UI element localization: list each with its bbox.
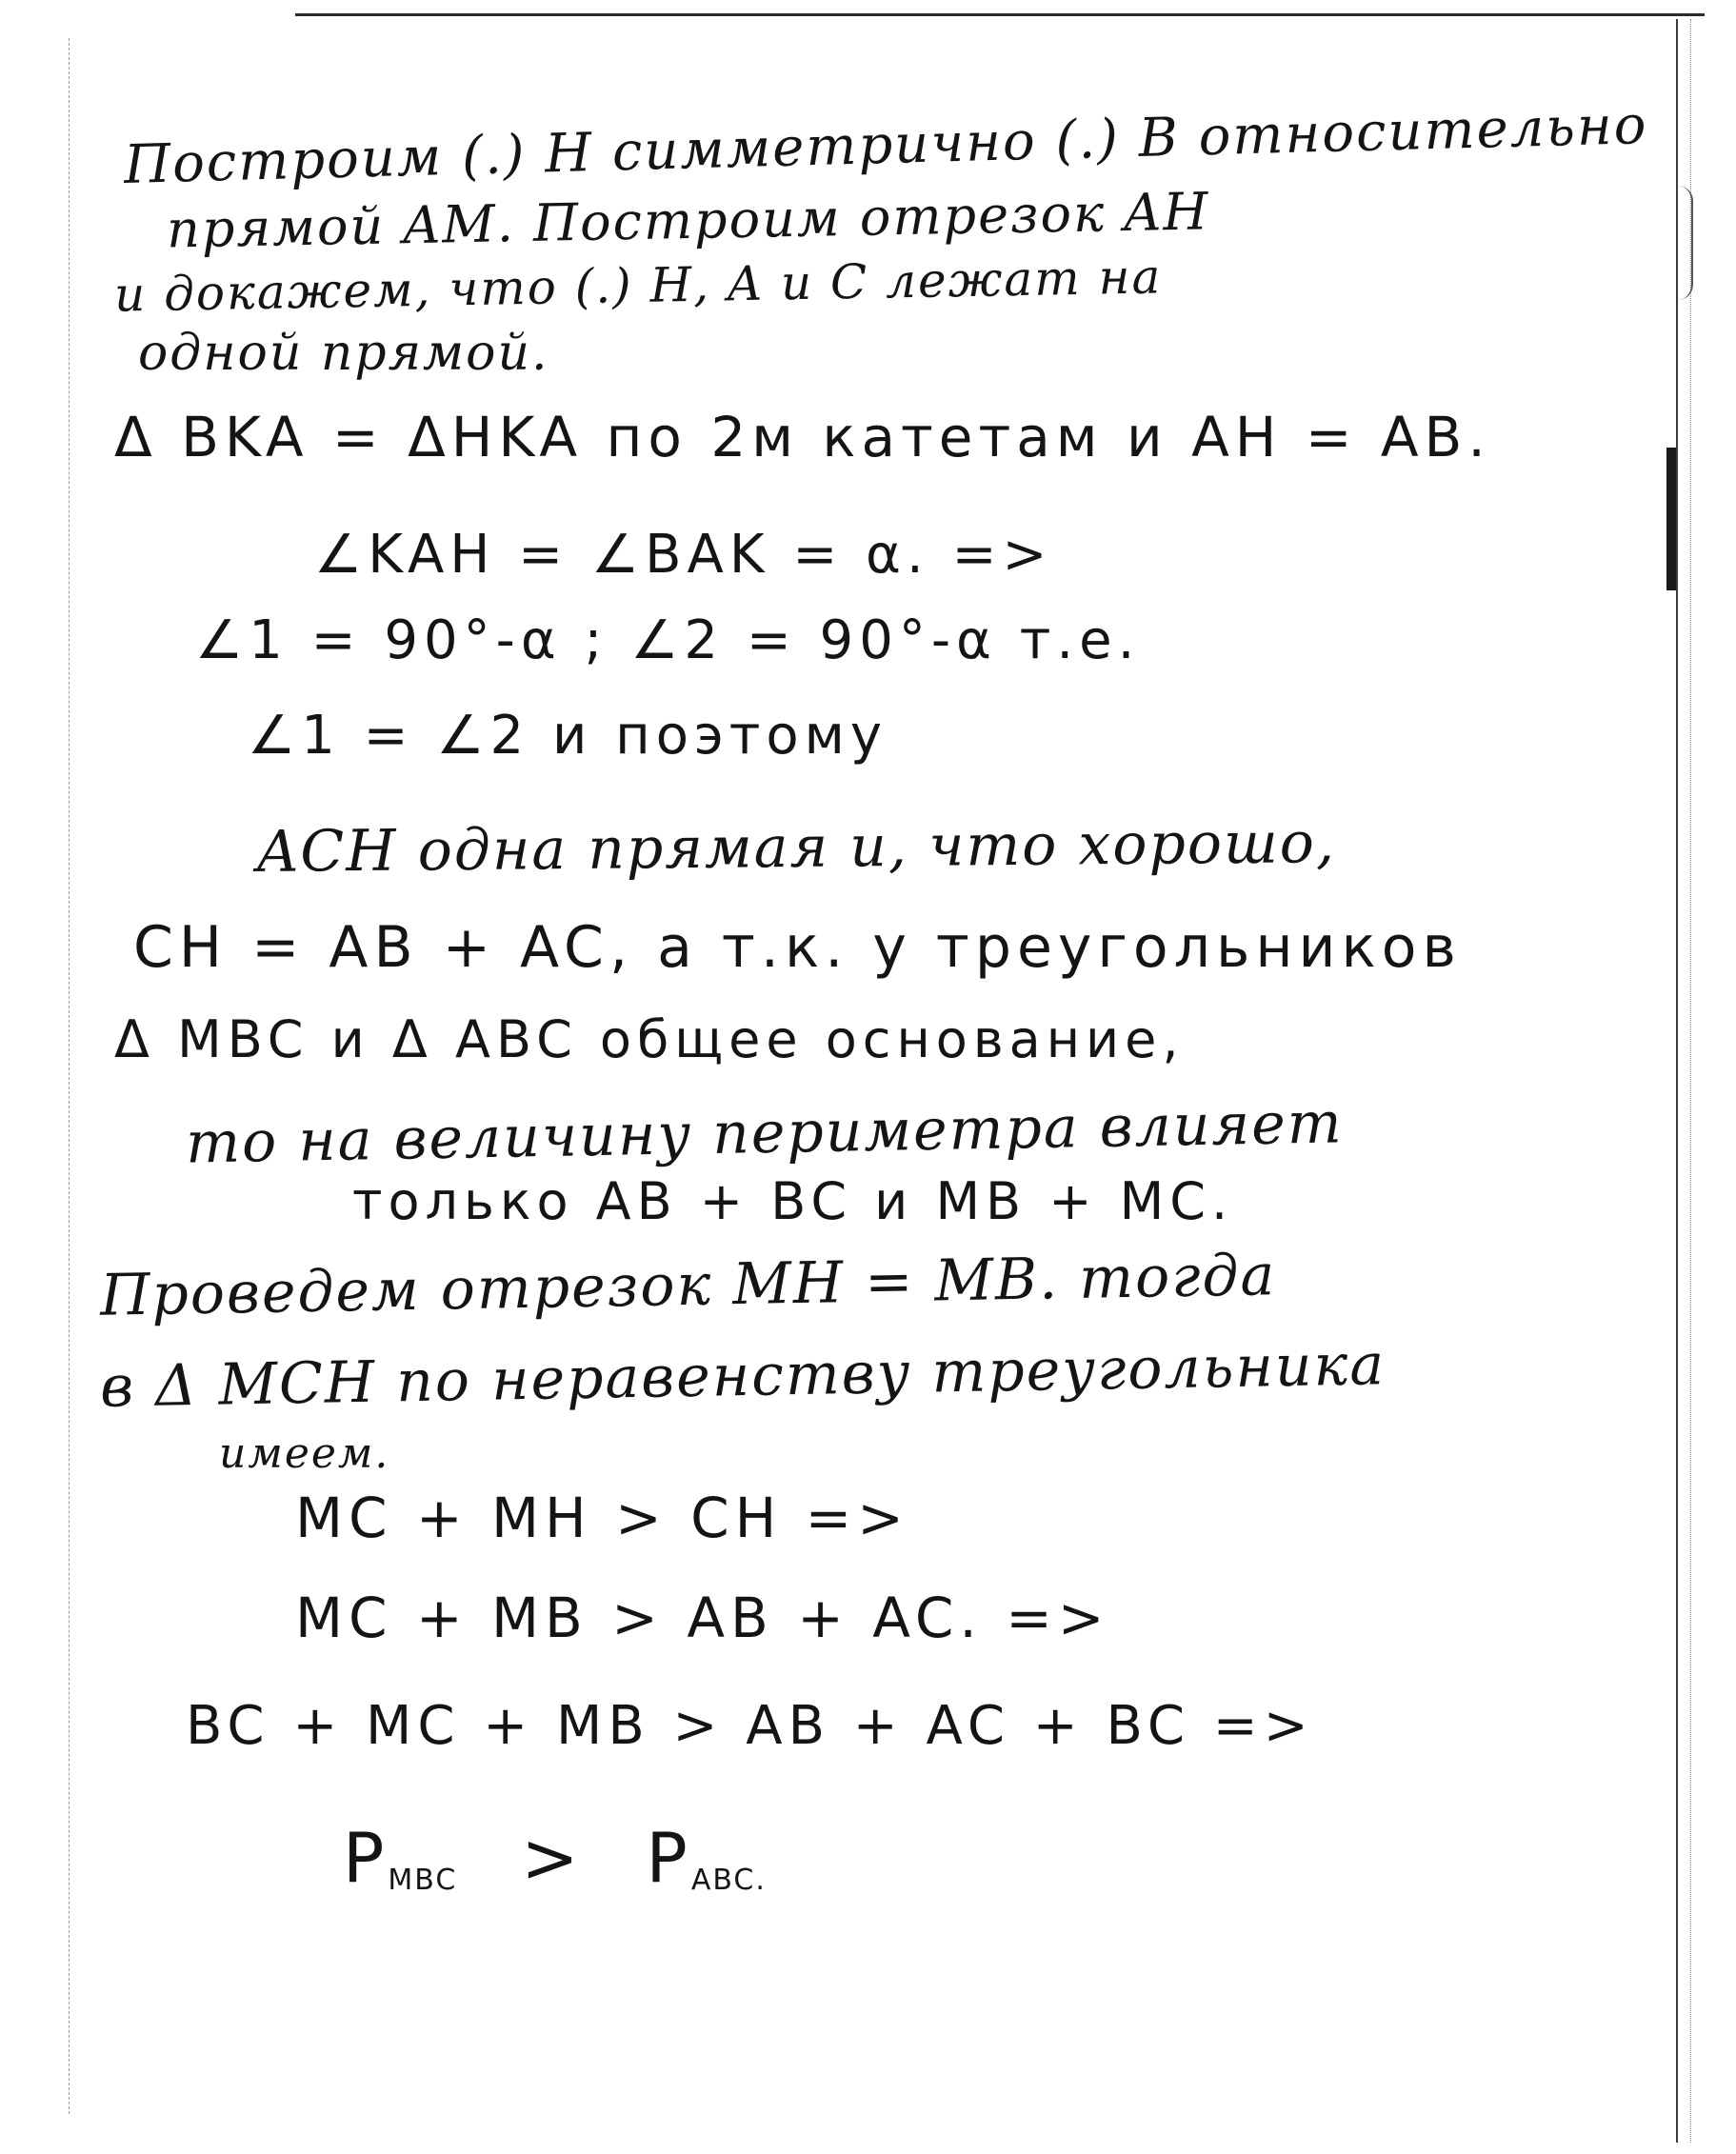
handwritten-line-17: MC + MH > CH => <box>295 1486 909 1550</box>
perimeter-abc-subscript: ABC. <box>690 1864 767 1897</box>
handwritten-line-16: имеем. <box>219 1429 390 1478</box>
handwritten-line-9: ACH одна прямая и, что хорошо, <box>256 809 1337 886</box>
perimeter-abc-letter: P <box>646 1818 691 1898</box>
handwritten-line-14: Проведем отрезок MH = MB. тогда <box>99 1242 1277 1329</box>
handwritten-line-5: Δ BKA = ΔHKA по 2м катетам и AH = AB. <box>114 405 1491 469</box>
handwritten-line-4: одной прямой. <box>138 325 549 382</box>
handwritten-line-19: BC + MC + MB > AB + AC + BC => <box>186 1695 1314 1757</box>
handwritten-line-2: прямой AM. Построим отрезок AH <box>166 181 1210 260</box>
handwritten-line-13: только AB + BC и MB + MC. <box>352 1171 1234 1231</box>
perimeter-mbc-letter: P <box>343 1818 389 1898</box>
handwritten-line-3: и докажем, что (.) H, A и C лежат на <box>113 249 1163 323</box>
handwritten-line-18: MC + MB > AB + AC. => <box>295 1586 1110 1650</box>
handwritten-line-10: CH = AB + AC, а т.к. у треугольников <box>133 914 1462 981</box>
perimeter-mbc-subscript: MBC <box>388 1864 458 1897</box>
scan-left-edge <box>69 38 70 2114</box>
scan-edge-mark <box>1666 448 1676 590</box>
handwritten-line-15: в Δ MCH по неравенству треугольника <box>99 1331 1387 1421</box>
handwritten-line-8: ∠1 = ∠2 и поэтому <box>248 705 888 767</box>
scan-right-edge-dotted <box>1690 19 1692 2143</box>
scan-right-edge <box>1676 19 1678 2143</box>
greater-than-sign: > <box>521 1818 583 1898</box>
handwritten-line-11: Δ MBC и Δ ABC общее основание, <box>114 1009 1185 1069</box>
handwritten-line-12: то на величину периметра влияет <box>185 1089 1345 1177</box>
final-perimeter-inequality <box>343 1818 767 1898</box>
handwritten-line-1: Построим (.) H симметрично (.) B относительно <box>123 94 1649 196</box>
scan-top-edge <box>295 13 1705 16</box>
handwritten-line-7: ∠1 = 90°-α ; ∠2 = 90°-α т.е. <box>195 609 1141 671</box>
page-fold <box>1678 186 1693 300</box>
handwritten-line-6: ∠KAH = ∠BAK = α. => <box>314 524 1053 586</box>
